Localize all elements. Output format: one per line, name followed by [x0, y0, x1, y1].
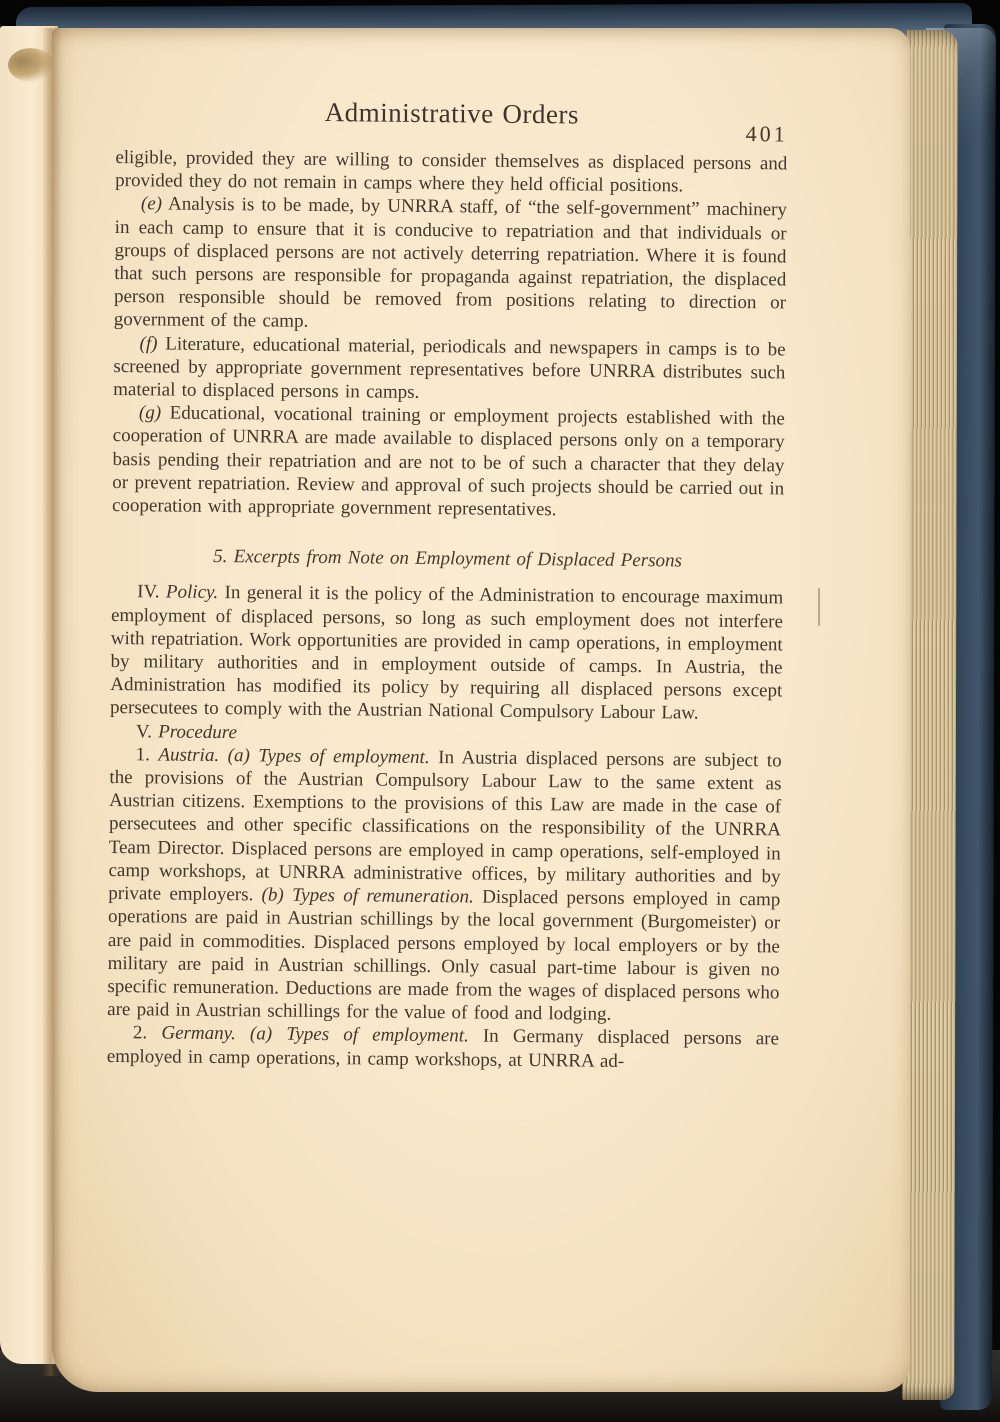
page-text — [107, 146, 788, 1074]
paragraph: (g) Educational, vocational training or employment projects established with the cooperation of UNRRA are made available to displaced persons only on a temporary basis pending their repatriation and are not to be of such a character that they delay or prevent repatriation. Review and approval of such projects should be carried out in cooperation with appropriate government representatives. — [111, 402, 786, 521]
page-text-block — [107, 94, 788, 1074]
scan-artifact — [818, 588, 820, 626]
page-header — [116, 94, 788, 147]
paragraph: V. Procedure — [135, 720, 238, 743]
paragraph: (e) Analysis is to be made, by UNRRA staff, of “the self-government” machinery in each camp to ensure that it is conducive to repatriation and that individuals or groups of displaced persons are not actively deterring repatriation. Where it is found that such persons are responsible for propaganda against repatriation, the displaced person responsible should be removed from positions relating to direction or government of the camp. — [113, 193, 788, 333]
gutter-shadow — [42, 28, 62, 1376]
paragraph: 2. Germany. (a) Types of employment. In Germany displaced persons are employed in camp operations, in camp workshops, at UNRRA ad- — [106, 1022, 780, 1072]
page-title: Administrative Orders — [324, 97, 580, 130]
paragraph: eligible, provided they are willing to consider themselves as displaced persons and provided they do not remain in camps where they held official positions. — [115, 146, 788, 197]
paragraph: (f) Literature, educational material, periodicals and newspapers in camps is to be screened by appropriate government representatives before UNRRA distributes such material to displaced persons in camps. — [113, 332, 786, 403]
book-page — [52, 28, 910, 1392]
page-edge-stack — [902, 30, 958, 1400]
section-heading: 5. Excerpts from Note on Employment of Displaced Persons — [213, 546, 683, 572]
paragraph: 1. Austria. (a) Types of employment. In Austria displaced persons are subject to the provisions of the Austrian Compulsory Labour Law to the same extent as Austrian citizens. Exemptions to the provisions of this Law are made in the case of persecutees and other specific classifications on the responsibility of the UNRRA Team Director. Displaced persons are employed in camp operations, self-employed in camp workshops, at UNRRA administrative offices, by military authorities and by private employers. (b) Types of remuneration. Displaced persons employed in camp operations are paid in Austrian schillings by the local government (Burgomeister) or are paid in commodities. Displaced persons employed by local employers or by the military are paid in Austrian schillings. Only casual part-time labour is given no specific remuneration. Deductions are made from the wages of displaced persons who are paid in Austrian schillings for the value of food and lodging. — [107, 744, 782, 1025]
page-number: 401 — [745, 121, 788, 147]
paragraph: IV. Policy. In general it is the policy of the Administration to encourage maximum employment of displaced persons, so long as such employment does not interfere with repatriation. Work opportunities are provided in camp operations, in employment by military authorities and in employment outside of camps. In Austria, the Administration has modified its policy by requiring all displaced persons except persecutees to comply with the Austrian National Compulsory Labour Law. — [110, 581, 784, 725]
